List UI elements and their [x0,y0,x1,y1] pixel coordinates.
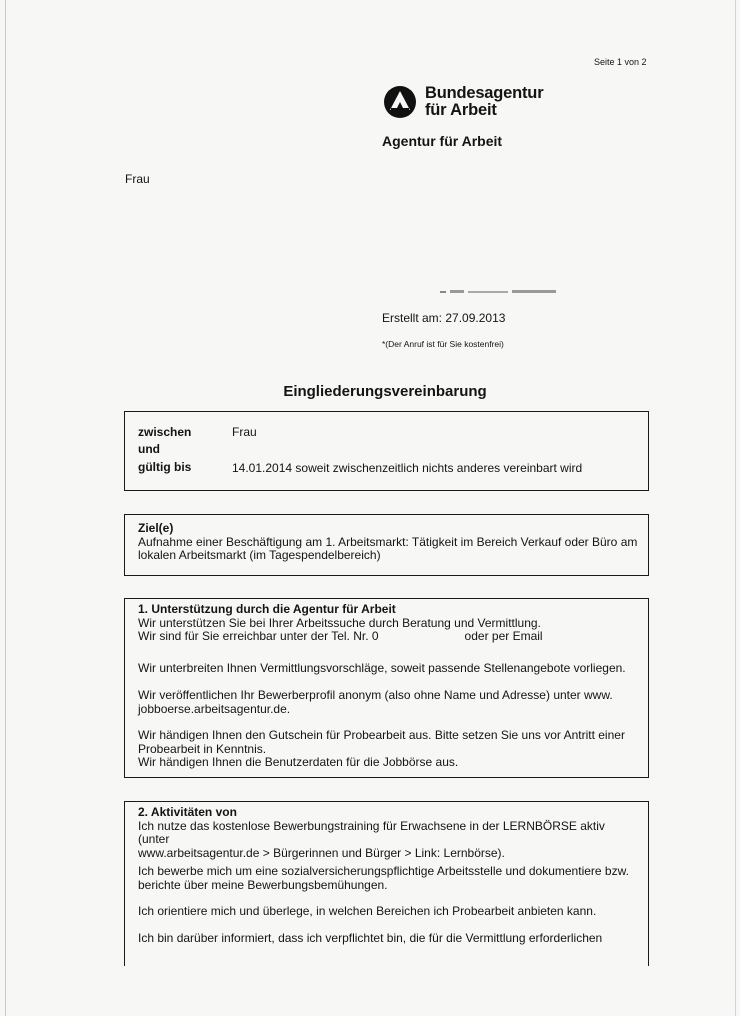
goals-line-1: Aufnahme einer Beschäftigung am 1. Arbeitsmarkt: Tätigkeit im Bereich Verkauf oder Büro am [138,534,638,549]
support-p3 [138,689,638,716]
support-p4-line-2: Probearbeit in Kenntnis. [138,741,267,756]
activities-p4: Ich bin darüber informiert, dass ich verpflichtet bin, die für die Vermittlung erforderlichen [138,931,603,945]
goals-heading: Ziel(e) [138,521,174,535]
support-p1-line-1: Wir unterstützen Sie bei Ihrer Arbeitssuche durch Beratung und Vermittlung. [138,615,541,630]
scan-edge-right [735,0,736,1016]
logo-line-2: für Arbeit [425,101,497,119]
logo-line-1: Bundesagentur [425,84,544,102]
redacted-email-fragment [440,289,556,295]
office-name: Agentur für Arbeit [382,133,503,149]
agency-logo-icon [383,85,417,119]
goals-content [138,522,638,563]
created-line [382,311,505,325]
activities-p3: Ich orientiere mich und überlege, in welchen Bereichen ich Probearbeit anbieten kann. [138,904,597,918]
call-note: *(Der Anruf ist für Sie kostenfrei) [382,339,504,349]
support-p4 [138,729,638,770]
created-date: 27.09.2013 [445,311,506,325]
and-label: und [138,442,160,456]
document-title: Eingliederungsvereinbarung [283,383,487,400]
agency-logo-text [425,85,543,119]
support-heading: 1. Unterstützung durch die Agentur für Arbeit [138,602,396,616]
activities-content [138,806,638,860]
activities-heading: 2. Aktivitäten von [138,805,237,819]
activities-p1-line-1: Ich nutze das kostenlose Bewerbungstraining für Erwachsene in der LERNBÖRSE aktiv (unter [138,818,605,846]
valid-label: gültig bis [138,460,192,474]
page-number: Seite 1 von 2 [594,57,647,67]
activities-p2-line-2: berichte über meine Bewerbungsbemühungen. [138,877,388,892]
support-p4-line-1: Wir händigen Ihnen den Gutschein für Probearbeit aus. Bitte setzen Sie uns vor Antritt einer [138,728,625,742]
between-value: Frau [232,425,257,439]
activities-p2-line-1: Ich bewerbe mich um eine sozialversicherungspflichtige Arbeitsstelle und dokumentiere bzw. [138,864,629,878]
recipient-salutation: Frau [125,172,150,186]
support-p4-line-3: Wir händigen Ihnen die Benutzerdaten für die Jobbörse aus. [138,755,459,769]
support-p1-line-2b: oder per Email [464,629,543,643]
scan-edge-left [5,0,6,1016]
created-label: Erstellt am: [382,311,443,325]
parties-box [124,411,649,491]
support-content [138,603,638,644]
goals-line-2: lokalen Arbeitsmarkt (im Tagespendelbereich) [138,548,381,562]
agency-logo [383,85,543,119]
support-p3-line-2: jobboerse.arbeitsagentur.de. [138,701,291,716]
support-p3-line-1: Wir veröffentlichen Ihr Bewerberprofil anonym (also ohne Name und Adresse) unter www. [138,688,613,702]
activities-p2 [138,865,638,892]
support-p1-line-2a: Wir sind für Sie erreichbar unter der Tel. Nr. 0 [138,629,379,643]
between-label: zwischen [138,425,192,439]
activities-p1-line-2: www.arbeitsagentur.de > Bürgerinnen und Bürger > Link: Lernbörse). [138,845,505,860]
support-p2: Wir unterbreiten Ihnen Vermittlungsvorschläge, soweit passende Stellenangebote vorliegen. [138,661,626,675]
valid-value: 14.01.2014 soweit zwischenzeitlich nichts anderes vereinbart wird [232,461,583,475]
